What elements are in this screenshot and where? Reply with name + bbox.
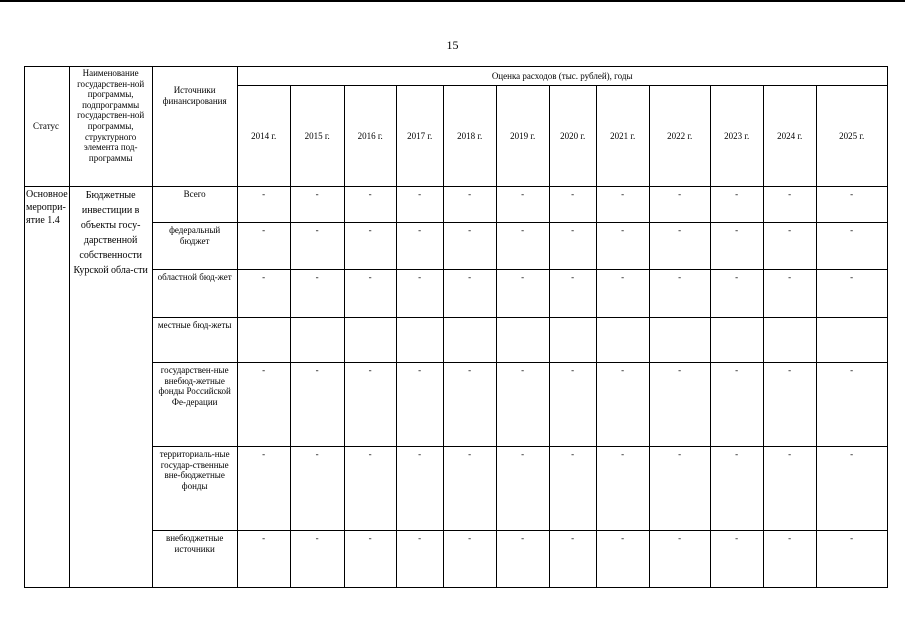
value-cell: - — [710, 187, 763, 223]
header-year-2021: 2021 г. — [596, 86, 649, 187]
value-cell: - — [549, 270, 596, 318]
value-cell: - — [649, 447, 710, 531]
value-cell: - — [710, 363, 763, 447]
top-border-line — [0, 0, 905, 2]
value-cell: - — [344, 223, 396, 270]
value-cell: - — [443, 447, 496, 531]
table-row — [25, 363, 888, 447]
value-cell: - — [649, 187, 710, 223]
funding-source-cell: внебюджетные источники — [152, 531, 237, 588]
value-cell: - — [237, 270, 290, 318]
value-cell: - — [596, 270, 649, 318]
value-cell: - — [763, 270, 816, 318]
value-cell: - — [237, 531, 290, 588]
value-cell — [549, 318, 596, 363]
value-cell: - — [816, 187, 887, 223]
header-funding-sources: Источники финансирования — [152, 67, 237, 187]
value-cell: - — [710, 447, 763, 531]
header-year-2022: 2022 г. — [649, 86, 710, 187]
value-cell: - — [816, 270, 887, 318]
header-year-2017: 2017 г. — [396, 86, 443, 187]
header-year-2019: 2019 г. — [496, 86, 549, 187]
value-cell: - — [596, 363, 649, 447]
value-cell: - — [496, 531, 549, 588]
value-cell: - — [710, 270, 763, 318]
value-cell: - — [396, 447, 443, 531]
header-year-2025: 2025 г. — [816, 86, 887, 187]
value-cell: - — [290, 223, 344, 270]
value-cell: - — [710, 531, 763, 588]
funding-source-cell: федеральный бюджет — [152, 223, 237, 270]
value-cell — [443, 318, 496, 363]
value-cell — [396, 318, 443, 363]
value-cell: - — [763, 447, 816, 531]
value-cell: - — [596, 187, 649, 223]
value-cell: - — [396, 270, 443, 318]
value-cell: - — [763, 187, 816, 223]
funding-source-cell: местные бюд-жеты — [152, 318, 237, 363]
table-row — [25, 187, 888, 223]
value-cell: - — [549, 363, 596, 447]
value-cell: - — [549, 447, 596, 531]
status-cell: Основное меропри-ятие 1.4 — [25, 187, 70, 588]
value-cell — [816, 318, 887, 363]
value-cell: - — [549, 223, 596, 270]
value-cell — [344, 318, 396, 363]
value-cell: - — [596, 223, 649, 270]
header-expenditure-estimate: Оценка расходов (тыс. рублей), годы — [237, 67, 887, 86]
value-cell: - — [816, 531, 887, 588]
funding-source-cell: областной бюд-жет — [152, 270, 237, 318]
value-cell: - — [649, 363, 710, 447]
expenditure-table — [24, 66, 888, 588]
value-cell: - — [290, 187, 344, 223]
value-cell: - — [763, 531, 816, 588]
page-number: 15 — [446, 38, 459, 52]
value-cell: - — [290, 447, 344, 531]
value-cell: - — [344, 363, 396, 447]
value-cell: - — [290, 270, 344, 318]
funding-source-cell: Всего — [152, 187, 237, 223]
value-cell: - — [396, 187, 443, 223]
value-cell: - — [443, 223, 496, 270]
value-cell: - — [596, 531, 649, 588]
value-cell: - — [443, 363, 496, 447]
value-cell: - — [396, 531, 443, 588]
value-cell: - — [237, 223, 290, 270]
header-year-2015: 2015 г. — [290, 86, 344, 187]
header-status: Статус — [25, 67, 70, 187]
value-cell: - — [763, 223, 816, 270]
value-cell: - — [496, 447, 549, 531]
value-cell: - — [496, 187, 549, 223]
value-cell: - — [549, 187, 596, 223]
value-cell: - — [237, 363, 290, 447]
table-row — [25, 531, 888, 588]
table-row — [25, 318, 888, 363]
value-cell: - — [816, 363, 887, 447]
value-cell: - — [496, 223, 549, 270]
value-cell: - — [443, 270, 496, 318]
value-cell: - — [237, 187, 290, 223]
value-cell: - — [649, 531, 710, 588]
value-cell: - — [237, 447, 290, 531]
header-program-name: Наименование государствен-ной программы, подпрограммы государствен-ной программы, структурного элемента под-программы — [69, 67, 152, 187]
header-year-2020: 2020 г. — [549, 86, 596, 187]
value-cell: - — [344, 270, 396, 318]
value-cell — [237, 318, 290, 363]
header-year-2016: 2016 г. — [344, 86, 396, 187]
value-cell: - — [443, 531, 496, 588]
table-row — [25, 447, 888, 531]
value-cell: - — [816, 223, 887, 270]
value-cell — [290, 318, 344, 363]
value-cell: - — [763, 363, 816, 447]
value-cell: - — [396, 223, 443, 270]
value-cell: - — [396, 363, 443, 447]
funding-source-cell: государствен-ные внебюд-жетные фонды Российской Фе-дерации — [152, 363, 237, 447]
value-cell: - — [496, 270, 549, 318]
value-cell: - — [290, 363, 344, 447]
header-year-2018: 2018 г. — [443, 86, 496, 187]
value-cell: - — [344, 531, 396, 588]
value-cell — [710, 318, 763, 363]
header-year-2023: 2023 г. — [710, 86, 763, 187]
header-year-2024: 2024 г. — [763, 86, 816, 187]
value-cell: - — [443, 187, 496, 223]
value-cell: - — [549, 531, 596, 588]
value-cell — [496, 318, 549, 363]
table-row — [25, 223, 888, 270]
value-cell: - — [344, 187, 396, 223]
value-cell: - — [710, 223, 763, 270]
program-name-cell: Бюджетные инвестиции в объекты госу-дарственной собственности Курской обла-сти — [69, 187, 152, 588]
header-year-2014: 2014 г. — [237, 86, 290, 187]
value-cell: - — [816, 447, 887, 531]
value-cell — [596, 318, 649, 363]
table-row — [25, 270, 888, 318]
value-cell: - — [344, 447, 396, 531]
value-cell: - — [496, 363, 549, 447]
value-cell: - — [649, 223, 710, 270]
value-cell: - — [290, 531, 344, 588]
value-cell: - — [596, 447, 649, 531]
value-cell — [763, 318, 816, 363]
funding-source-cell: территориаль-ные государ-ственные вне-бюджетные фонды — [152, 447, 237, 531]
value-cell: - — [649, 270, 710, 318]
value-cell — [649, 318, 710, 363]
